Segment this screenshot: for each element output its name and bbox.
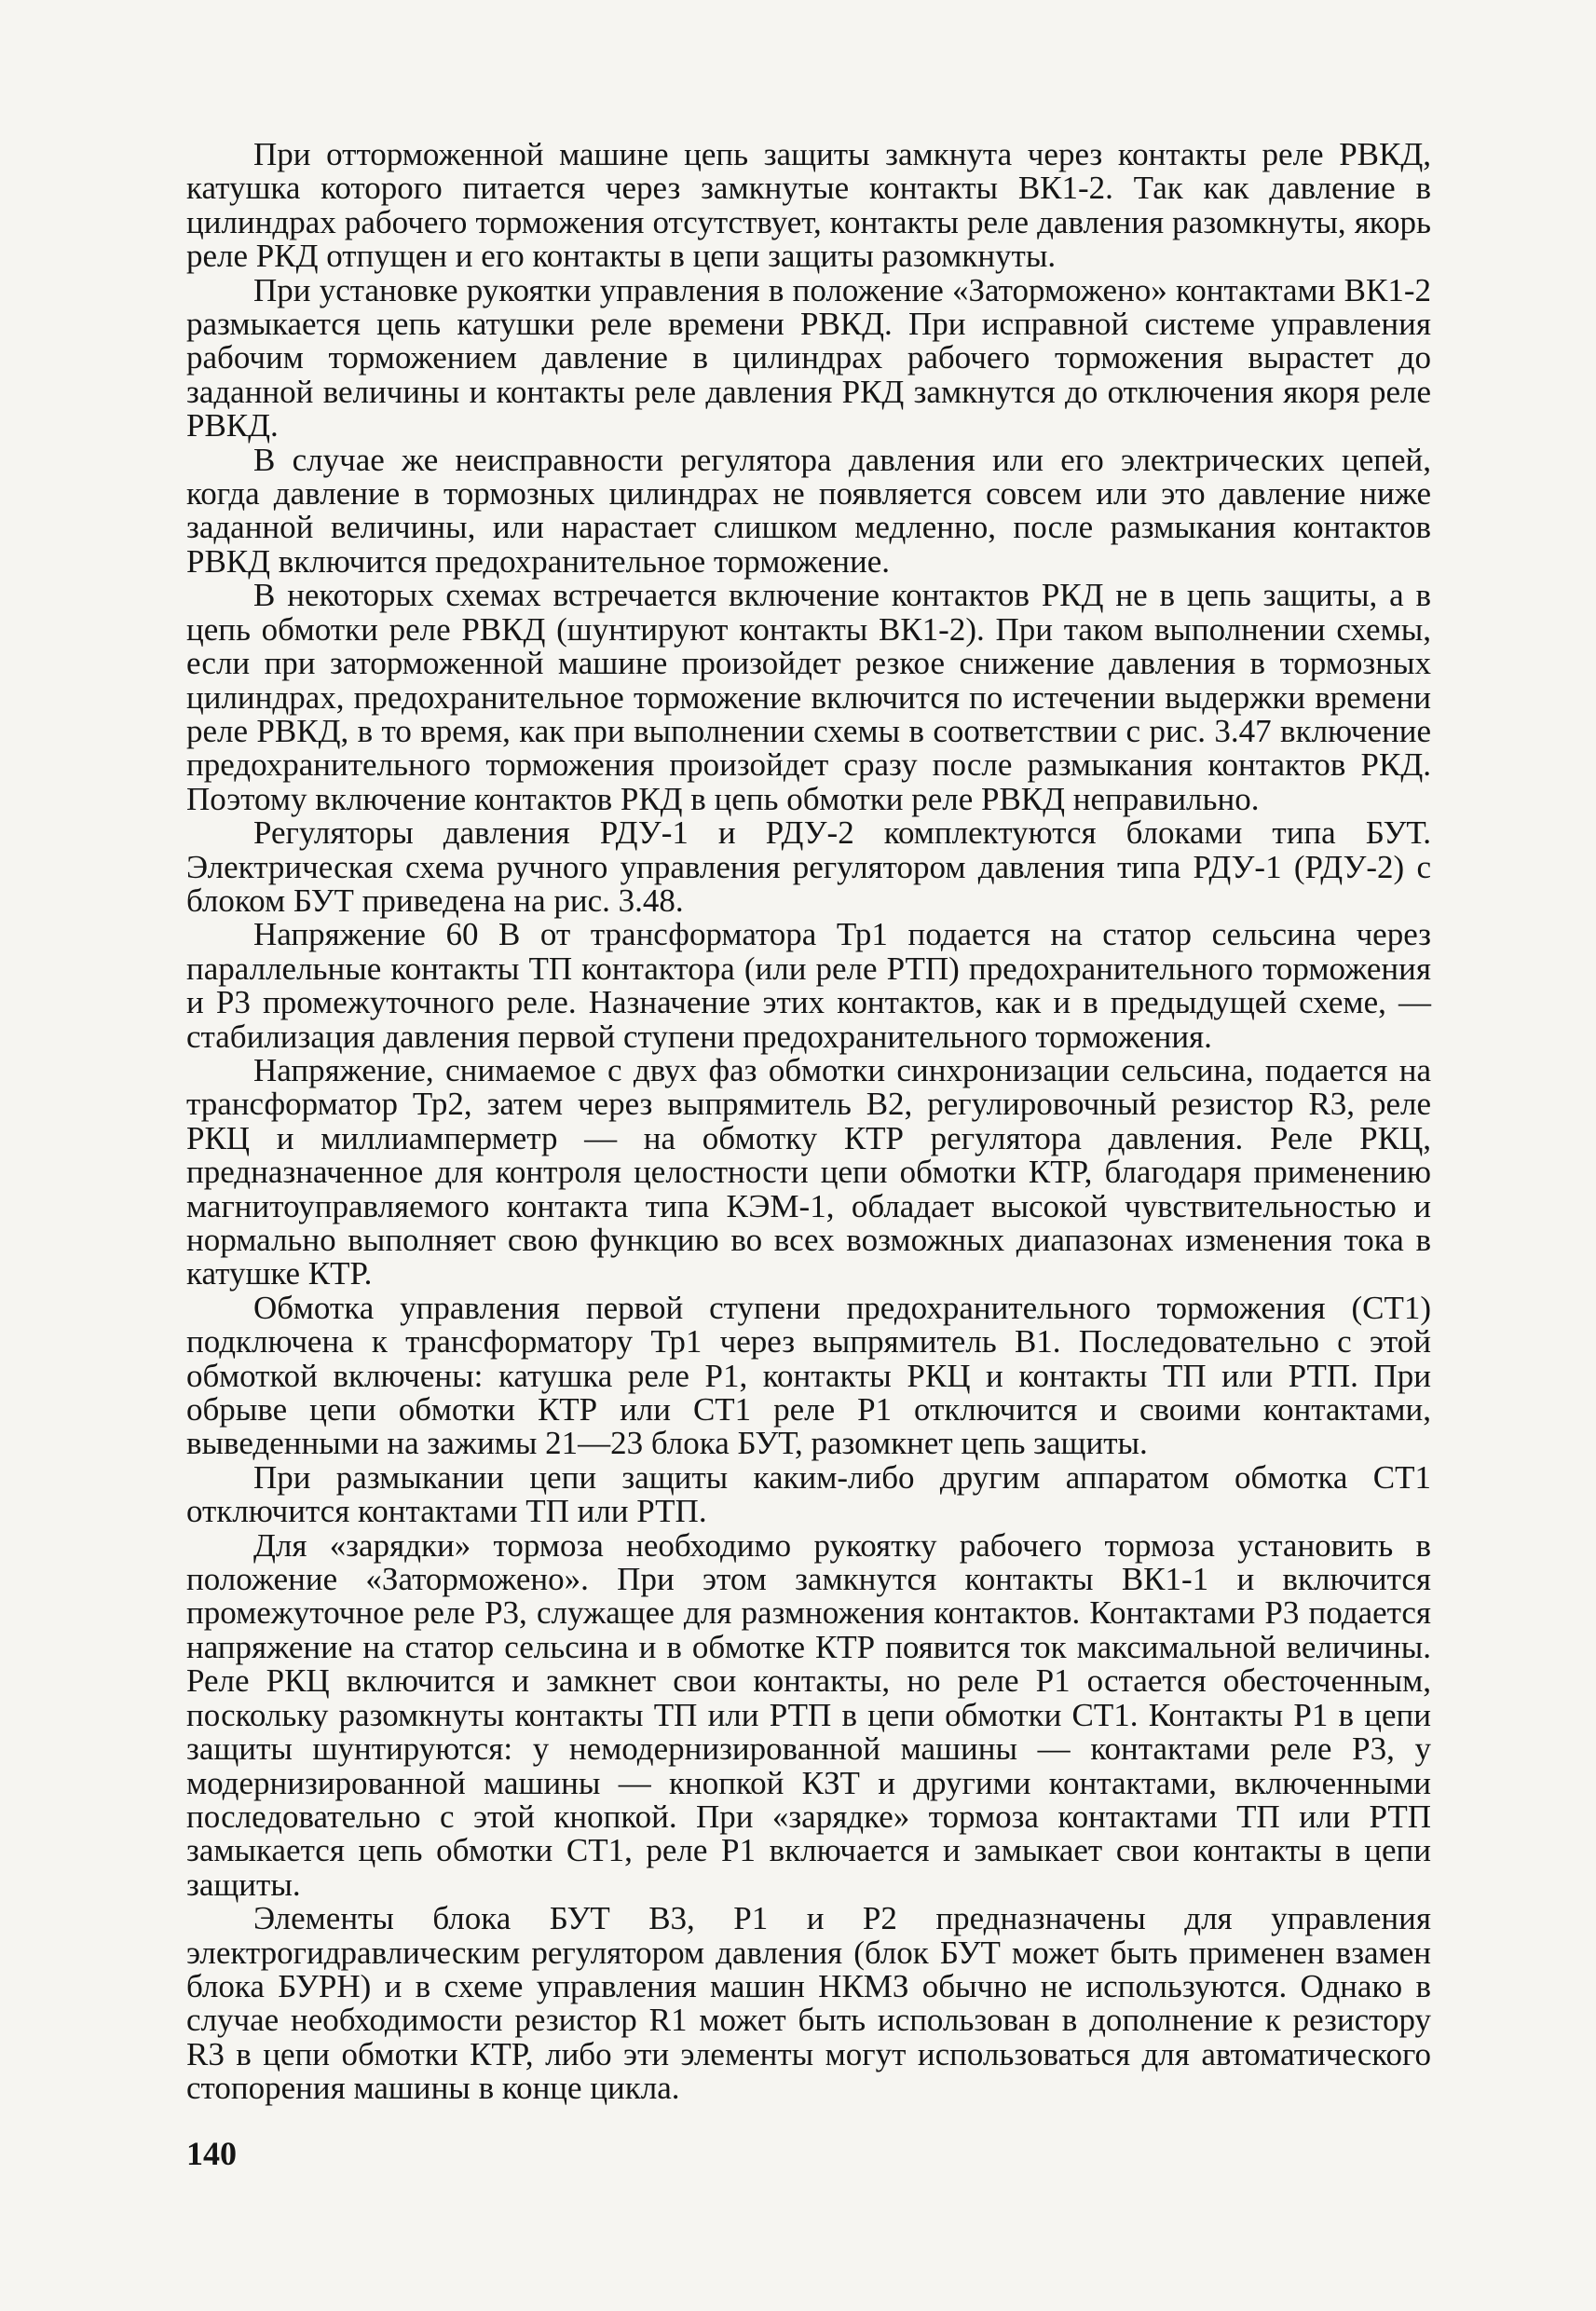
paragraph-10: Для «зарядки» тормоза необходимо рукоятку рабочего тормоза установить в положение «Заторможено». При этом замкнутся контакты ВК1-1 и включится промежуточное реле Р3, служащее для размножения контактов. Контактами Р3 подается напряжение на статор сельсина и в обмотке КТР появится ток максимальной величины. Реле РКЦ включится и замкнет свои контакты, но реле Р1 остается обесточенным, поскольку разомкнуты контакты ТП или РТП в цепи обмотки СТ1. Контакты Р1 в цепи защиты шунтируются: у немодернизированной машины — контактами реле Р3, у модернизированной машины — кнопкой КЗТ и другими контактами, включенными последовательно с этой кнопкой. При «зарядке» тормоза контактами ТП или РТП замыкается цепь обмотки СТ1, реле Р1 включается и замыкает свои контакты в цепи защиты. [186, 1526, 1431, 1903]
page-number: 140 [186, 2135, 237, 2172]
paragraph-6: Напряжение 60 В от трансформатора Тр1 подается на статор сельсина через параллельные контакты ТП контактора (или реле РТП) предохранительного торможения и Р3 промежуточного реле. Назначение этих контактов, как и в предыдущей схеме, — стабилизация давления первой ступени предохранительного торможения. [186, 916, 1431, 1055]
paragraph-3: В случае же неисправности регулятора давления или его электрических цепей, когда давление в тормозных цилиндрах не появляется совсем или это давление ниже заданной величины, или нарастает слишком медленно, после размыкания контактов РВКД включится предохранительное торможение. [186, 441, 1431, 580]
paragraph-4: В некоторых схемах встречается включение контактов РКД не в цепь защиты, а в цепь обмотки реле РВКД (шунтируют контакты ВК1-2). При таком выполнении схемы, если при заторможенной машине произойдет резкое снижение давления в тормозных цилиндрах, предохранительное торможение включится по истечении выдержки времени реле РВКД, в то время, как при выполнении схемы в соответствии с рис. 3.47 включение предохранительного торможения произойдет сразу после размыкания контактов РКД. Поэтому включение контактов РКД в цепь обмотки реле РВКД неправильно. [186, 577, 1431, 817]
paragraph-1: При отторможенной машине цепь защиты замкнута через контакты реле РВКД, катушка которого питается через замкнутые контакты ВК1-2. Так как давление в цилиндрах рабочего торможения отсутствует, контакты реле давления разомкнуты, якорь реле РКД отпущен и его контакты в цепи защиты разомкнуты. [186, 136, 1431, 275]
paragraph-2: При установке рукоятки управления в положение «Заторможено» контактами ВК1-2 размыкается цепь катушки реле времени РВКД. При исправной системе управления рабочим торможением давление в цилиндрах рабочего торможения вырастет до заданной величины и контакты реле давления РКД замкнутся до отключения якоря реле РВКД. [186, 271, 1431, 444]
page-text [186, 138, 1431, 2106]
paragraph-8: Обмотка управления первой ступени предохранительного торможения (СТ1) подключена к трансформатору Тр1 через выпрямитель В1. Последовательно с этой обмоткой включены: катушка реле Р1, контакты РКЦ и контакты ТП или РТП. При обрыве цепи обмотки КТР или СТ1 реле Р1 отключится и своими контактами, выведенными на зажимы 21—23 блока БУТ, разомкнет цепь защиты. [186, 1289, 1431, 1462]
paragraph-7: Напряжение, снимаемое с двух фаз обмотки синхронизации сельсина, подается на трансформатор Тр2, затем через выпрямитель В2, регулировочный резистор R3, реле РКЦ и миллиамперметр — на обмотку КТР регулятора давления. Реле РКЦ, предназначенное для контроля целостности цепи обмотки КТР, благодаря применению магнитоуправляемого контакта типа КЭМ-1, обладает высокой чувствительностью и нормально выполняет свою функцию во всех возможных диапазонах изменения тока в катушке КТР. [186, 1051, 1431, 1292]
paragraph-9: При размыкании цепи защиты каким-либо другим аппаратом обмотка СТ1 отключится контактами ТП или РТП. [186, 1458, 1431, 1530]
paragraph-5: Регуляторы давления РДУ-1 и РДУ-2 комплектуются блоками типа БУТ. Электрическая схема ручного управления регулятором давления типа РДУ-1 (РДУ-2) с блоком БУТ приведена на рис. 3.48. [186, 814, 1431, 919]
paragraph-11: Элементы блока БУТ В3, Р1 и Р2 предназначены для управления электрогидравлическим регулятором давления (блок БУТ может быть применен взамен блока БУРН) и в схеме управления машин НКМЗ обычно не используются. Однако в случае необходимости резистор R1 может быть использован в дополнение к резистору R3 в цепи обмотки КТР, либо эти элементы могут использоваться для автоматического стопорения машины в конце цикла. [186, 1900, 1431, 2107]
